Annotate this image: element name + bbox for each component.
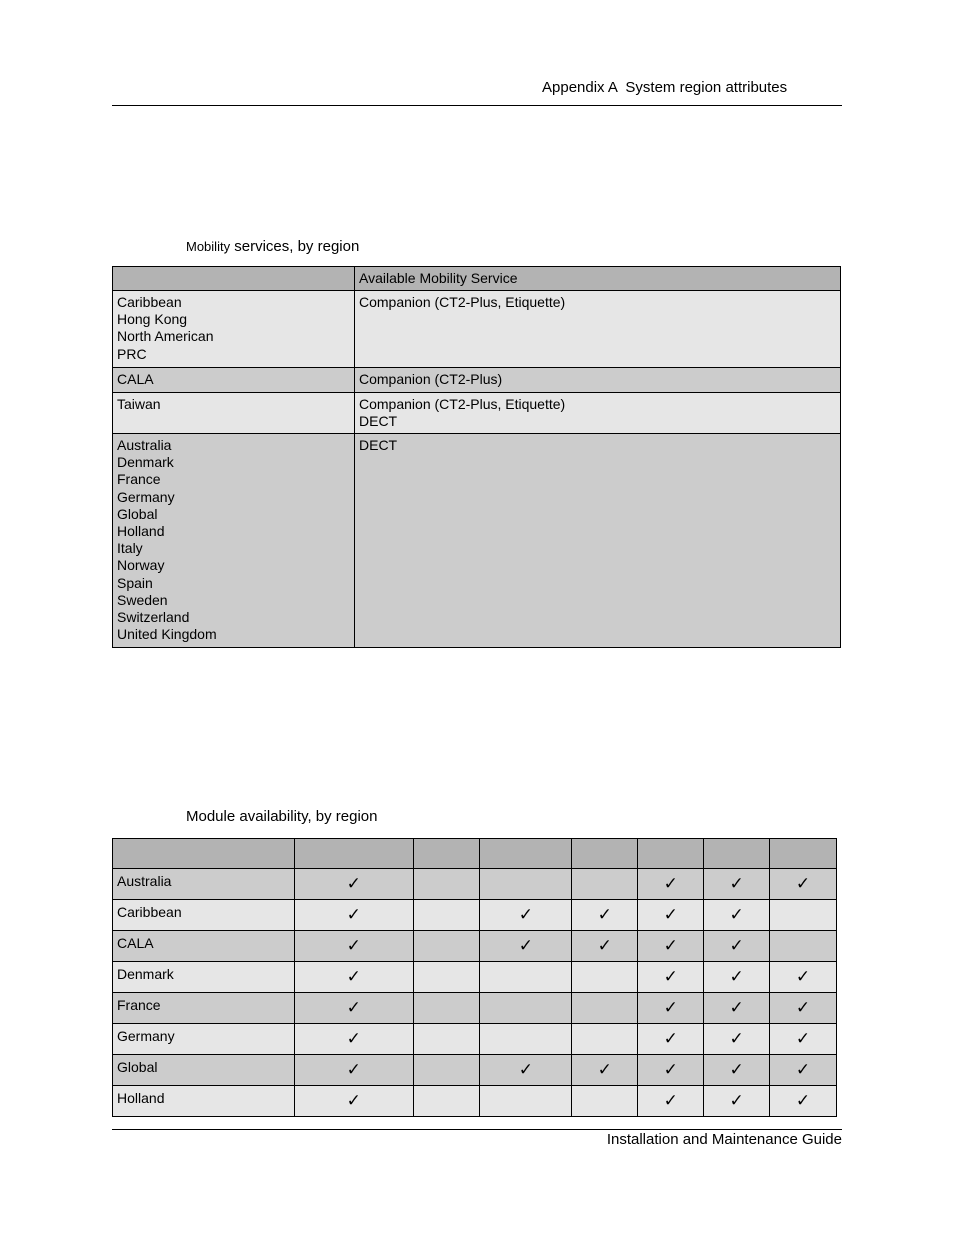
availability-cell — [480, 962, 572, 993]
availability-cell — [638, 869, 704, 900]
availability-cell — [413, 1086, 480, 1117]
module-row — [113, 993, 837, 1024]
availability-cell — [704, 900, 770, 931]
availability-cell — [638, 1055, 704, 1086]
checkmark-icon: ✓ — [729, 1029, 744, 1049]
mobility-row — [113, 291, 841, 368]
checkmark-icon: ✓ — [795, 998, 811, 1018]
availability-cell — [770, 962, 837, 993]
checkmark-icon: ✓ — [729, 1060, 744, 1080]
region-name: Holland — [117, 523, 165, 540]
availability-cell — [704, 869, 770, 900]
availability-cell — [572, 1024, 638, 1055]
availability-cell — [572, 1086, 638, 1117]
module-row — [113, 1024, 837, 1055]
mobility-services-table — [112, 266, 841, 648]
mobility-header-row — [113, 267, 841, 291]
region-name: Norway — [117, 557, 165, 574]
service-name: Companion (CT2-Plus, Etiquette) — [359, 396, 566, 412]
module-region-cell: Australia — [113, 869, 295, 900]
checkmark-icon: ✓ — [663, 1029, 678, 1049]
checkmark-icon: ✓ — [518, 905, 534, 925]
checkmark-icon: ✓ — [346, 967, 361, 987]
availability-cell — [638, 962, 704, 993]
availability-cell — [480, 1024, 572, 1055]
region-name: Sweden — [117, 591, 168, 608]
service-list-cell — [355, 434, 841, 648]
region-name: CALA — [117, 371, 154, 387]
availability-cell — [770, 869, 837, 900]
availability-cell — [704, 1055, 770, 1086]
availability-cell — [572, 993, 638, 1024]
checkmark-icon: ✓ — [729, 905, 744, 925]
availability-cell — [770, 900, 837, 931]
availability-cell — [638, 993, 704, 1024]
module-row — [113, 931, 837, 962]
module-region-cell: Holland — [113, 1086, 295, 1117]
module-region-cell: Global — [113, 1055, 295, 1086]
module-header-cell — [638, 839, 704, 869]
module-header-cell — [572, 839, 638, 869]
availability-cell — [704, 1024, 770, 1055]
module-row — [113, 900, 837, 931]
availability-cell — [638, 900, 704, 931]
region-list-cell — [113, 393, 355, 434]
region-name: Spain — [117, 574, 153, 591]
region-name: France — [117, 471, 161, 488]
availability-cell — [572, 931, 638, 962]
region-name: Italy — [117, 540, 143, 557]
checkmark-icon: ✓ — [795, 1029, 811, 1049]
module-region-cell: France — [113, 993, 295, 1024]
region-name: Switzerland — [117, 609, 190, 626]
region-list-cell — [113, 434, 355, 648]
module-region-cell: CALA — [113, 931, 295, 962]
availability-cell — [480, 931, 572, 962]
availability-cell — [294, 1086, 413, 1117]
module-header-cell — [113, 839, 295, 869]
availability-cell — [480, 869, 572, 900]
mobility-header-cell: Available Mobility Service — [355, 267, 841, 291]
availability-cell — [413, 931, 480, 962]
checkmark-icon: ✓ — [663, 905, 678, 925]
checkmark-icon: ✓ — [663, 874, 678, 894]
mobility-header-cell — [113, 267, 355, 291]
availability-cell — [294, 869, 413, 900]
availability-cell — [480, 993, 572, 1024]
module-region-cell: Denmark — [113, 962, 295, 993]
module-header-cell — [294, 839, 413, 869]
service-list-cell — [355, 393, 841, 434]
availability-cell — [770, 1055, 837, 1086]
availability-cell — [480, 1055, 572, 1086]
checkmark-icon: ✓ — [597, 905, 612, 925]
region-list-cell — [113, 368, 355, 393]
region-name: Germany — [117, 488, 175, 505]
checkmark-icon: ✓ — [346, 936, 361, 956]
region-name: Australia — [117, 437, 172, 453]
availability-cell — [413, 900, 480, 931]
availability-cell — [572, 962, 638, 993]
region-name: PRC — [117, 345, 147, 362]
service-name: Companion (CT2-Plus, Etiquette) — [359, 294, 566, 310]
availability-cell — [770, 1086, 837, 1117]
module-row — [113, 1055, 837, 1086]
availability-cell — [638, 1086, 704, 1117]
region-name: Global — [117, 505, 158, 522]
availability-cell — [704, 962, 770, 993]
service-name: DECT — [359, 437, 398, 453]
service-list-cell — [355, 368, 841, 393]
availability-cell — [638, 931, 704, 962]
module-header-cell — [480, 839, 572, 869]
region-name: Taiwan — [117, 396, 161, 412]
availability-cell — [704, 1086, 770, 1117]
checkmark-icon: ✓ — [663, 1060, 678, 1080]
availability-cell — [572, 869, 638, 900]
checkmark-icon: ✓ — [663, 967, 678, 987]
checkmark-icon: ✓ — [346, 1029, 361, 1049]
availability-cell — [294, 1024, 413, 1055]
checkmark-icon: ✓ — [729, 1091, 744, 1111]
module-table-caption: Module availability, by region — [186, 808, 378, 825]
module-header-cell — [413, 839, 480, 869]
availability-cell — [638, 1024, 704, 1055]
module-row — [113, 869, 837, 900]
checkmark-icon: ✓ — [597, 1060, 612, 1080]
checkmark-icon: ✓ — [346, 905, 361, 925]
mobility-caption-small: Mobility — [186, 239, 231, 254]
availability-cell — [480, 900, 572, 931]
mobility-row — [113, 393, 841, 434]
checkmark-icon: ✓ — [346, 998, 361, 1018]
mobility-row — [113, 368, 841, 393]
checkmark-icon: ✓ — [795, 967, 811, 987]
availability-cell — [770, 993, 837, 1024]
availability-cell — [480, 1086, 572, 1117]
availability-cell — [770, 1024, 837, 1055]
checkmark-icon: ✓ — [346, 1091, 361, 1111]
region-name: United Kingdom — [117, 626, 217, 643]
module-header-row — [113, 839, 837, 869]
mobility-table-caption — [186, 238, 359, 255]
availability-cell — [704, 931, 770, 962]
checkmark-icon: ✓ — [729, 967, 744, 987]
checkmark-icon: ✓ — [518, 1060, 534, 1080]
region-name: North American — [117, 328, 214, 345]
region-list-cell — [113, 291, 355, 368]
region-name: Hong Kong — [117, 311, 188, 328]
checkmark-icon: ✓ — [729, 874, 744, 894]
checkmark-icon: ✓ — [518, 936, 534, 956]
availability-cell — [704, 993, 770, 1024]
module-availability-table — [112, 838, 837, 1117]
module-region-cell: Caribbean — [113, 900, 295, 931]
module-header-cell — [770, 839, 837, 869]
mobility-caption-rest: services, by region — [230, 238, 360, 255]
checkmark-icon: ✓ — [729, 998, 744, 1018]
availability-cell — [294, 931, 413, 962]
checkmark-icon: ✓ — [597, 936, 612, 956]
checkmark-icon: ✓ — [795, 1091, 811, 1111]
module-row — [113, 1086, 837, 1117]
footer-rule — [112, 1129, 842, 1130]
service-list-cell — [355, 291, 841, 368]
availability-cell — [294, 962, 413, 993]
checkmark-icon: ✓ — [729, 936, 744, 956]
mobility-row — [113, 434, 841, 648]
availability-cell — [572, 1055, 638, 1086]
availability-cell — [413, 993, 480, 1024]
checkmark-icon: ✓ — [663, 936, 678, 956]
availability-cell — [294, 900, 413, 931]
checkmark-icon: ✓ — [795, 874, 811, 894]
availability-cell — [294, 1055, 413, 1086]
running-header: Appendix A System region attributes — [542, 79, 788, 96]
checkmark-icon: ✓ — [346, 1060, 361, 1080]
availability-cell — [413, 1055, 480, 1086]
availability-cell — [770, 931, 837, 962]
availability-cell — [294, 993, 413, 1024]
module-header-cell — [704, 839, 770, 869]
module-region-cell: Germany — [113, 1024, 295, 1055]
service-name: Companion (CT2-Plus) — [359, 371, 503, 387]
running-footer: Installation and Maintenance Guide — [606, 1131, 842, 1148]
checkmark-icon: ✓ — [795, 1060, 811, 1080]
service-name: DECT — [359, 413, 398, 430]
checkmark-icon: ✓ — [663, 998, 678, 1018]
checkmark-icon: ✓ — [346, 874, 361, 894]
header-rule — [112, 105, 842, 106]
region-name: Caribbean — [117, 294, 182, 310]
availability-cell — [572, 900, 638, 931]
availability-cell — [413, 869, 480, 900]
checkmark-icon: ✓ — [663, 1091, 678, 1111]
availability-cell — [413, 962, 480, 993]
availability-cell — [413, 1024, 480, 1055]
module-row — [113, 962, 837, 993]
region-name: Denmark — [117, 454, 174, 471]
